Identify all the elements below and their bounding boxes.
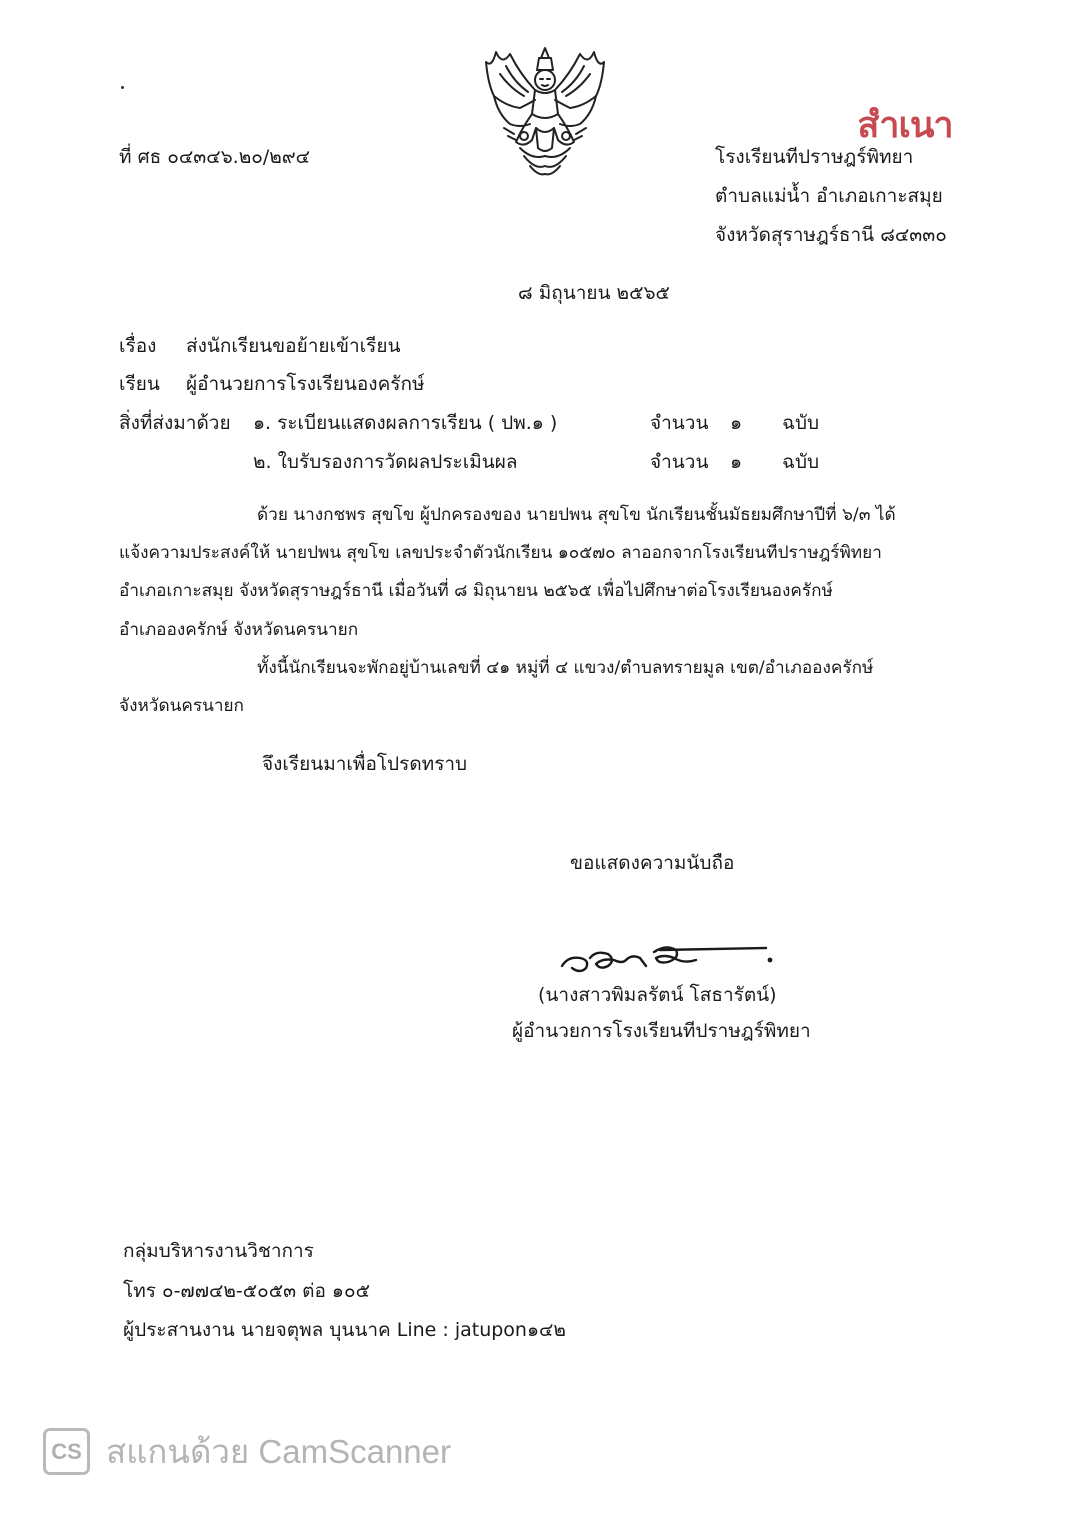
body-line-3: อำเภอเกาะสมุย จังหวัดสุราษฎร์ธานี เมื่อวันที่ ๘ มิถุนายน ๒๕๖๕ เพื่อไปศึกษาต่อโรงเรียนองครักษ์ xyxy=(119,581,833,601)
garuda-emblem-icon xyxy=(480,44,610,178)
sender-address-line-3: จังหวัดสุราษฎร์ธานี ๘๔๓๓๐ xyxy=(715,224,947,246)
body-line-5: ทั้งนี้นักเรียนจะพักอยู่บ้านเลขที่ ๔๑ หมู่ที่ ๔ แขวง/ตำบลทรายมูล เขต/อำเภอองครักษ์ xyxy=(257,658,874,678)
scan-speck xyxy=(121,86,124,89)
subject-label: เรื่อง xyxy=(119,335,157,357)
letter-date: ๘ มิถุนายน ๒๕๖๕ xyxy=(518,282,670,304)
subject-text: ส่งนักเรียนขอย้ายเข้าเรียน xyxy=(186,335,401,357)
enclosure-item: ๑. ระเบียนแสดงผลการเรียน ( ปพ.๑ ) xyxy=(253,412,558,434)
signatory-name: (นางสาวพิมลรัตน์ โสธารัตน์) xyxy=(538,984,777,1006)
reference-number: ที่ ศธ ๐๔๓๔๖.๒๐/๒๙๔ xyxy=(119,146,311,168)
sender-address-line-2: ตำบลแม่น้ำ อำเภอเกาะสมุย xyxy=(715,185,943,207)
enclosure-unit: ฉบับ xyxy=(782,412,820,434)
enclosure-qty-label: จำนวน xyxy=(650,412,709,434)
enclosures-label: สิ่งที่ส่งมาด้วย xyxy=(119,412,231,434)
footer-phone: โทร ๐-๗๗๔๒-๕๐๕๓ ต่อ ๑๐๕ xyxy=(123,1280,370,1302)
scanner-watermark: สแกนด้วย CamScanner xyxy=(106,1433,452,1470)
body-line-4: อำเภอองครักษ์ จังหวัดนครนายก xyxy=(119,620,359,640)
signature-mark xyxy=(556,936,776,976)
closing-text: จึงเรียนมาเพื่อโปรดทราบ xyxy=(262,753,468,775)
footer-coordinator: ผู้ประสานงาน นายจตุพล บุนนาค Line : jatupon๑๔๒ xyxy=(123,1319,566,1341)
enclosure-qty: ๑ xyxy=(730,451,743,473)
copy-stamp: สำเนา xyxy=(857,105,953,146)
body-line-2: แจ้งความประสงค์ให้ นายปพน สุขโข เลขประจำตัวนักเรียน ๑๐๕๗๐ ลาออกจากโรงเรียนทีปราษฎร์พิทยา xyxy=(119,543,882,563)
footer-department: กลุ่มบริหารงานวิชาการ xyxy=(123,1240,314,1262)
enclosure-unit: ฉบับ xyxy=(782,451,820,473)
recipient-text: ผู้อำนวยการโรงเรียนองครักษ์ xyxy=(186,373,425,395)
sender-address-line-1: โรงเรียนทีปราษฎร์พิทยา xyxy=(715,146,914,168)
enclosure-item: ๒. ใบรับรองการวัดผลประเมินผล xyxy=(253,451,518,473)
body-line-6: จังหวัดนครนายก xyxy=(119,696,244,716)
enclosure-qty: ๑ xyxy=(730,412,743,434)
enclosure-qty-label: จำนวน xyxy=(650,451,709,473)
regards-text: ขอแสดงความนับถือ xyxy=(570,852,735,874)
recipient-label: เรียน xyxy=(119,373,160,395)
signatory-title: ผู้อำนวยการโรงเรียนทีปราษฎร์พิทยา xyxy=(512,1020,811,1042)
camscanner-logo-icon: CS xyxy=(43,1428,90,1475)
body-line-1: ด้วย นางกชพร สุขโข ผู้ปกครองของ นายปพน สุขโข นักเรียนชั้นมัธยมศึกษาปีที่ ๖/๓ ได้ xyxy=(257,505,896,525)
